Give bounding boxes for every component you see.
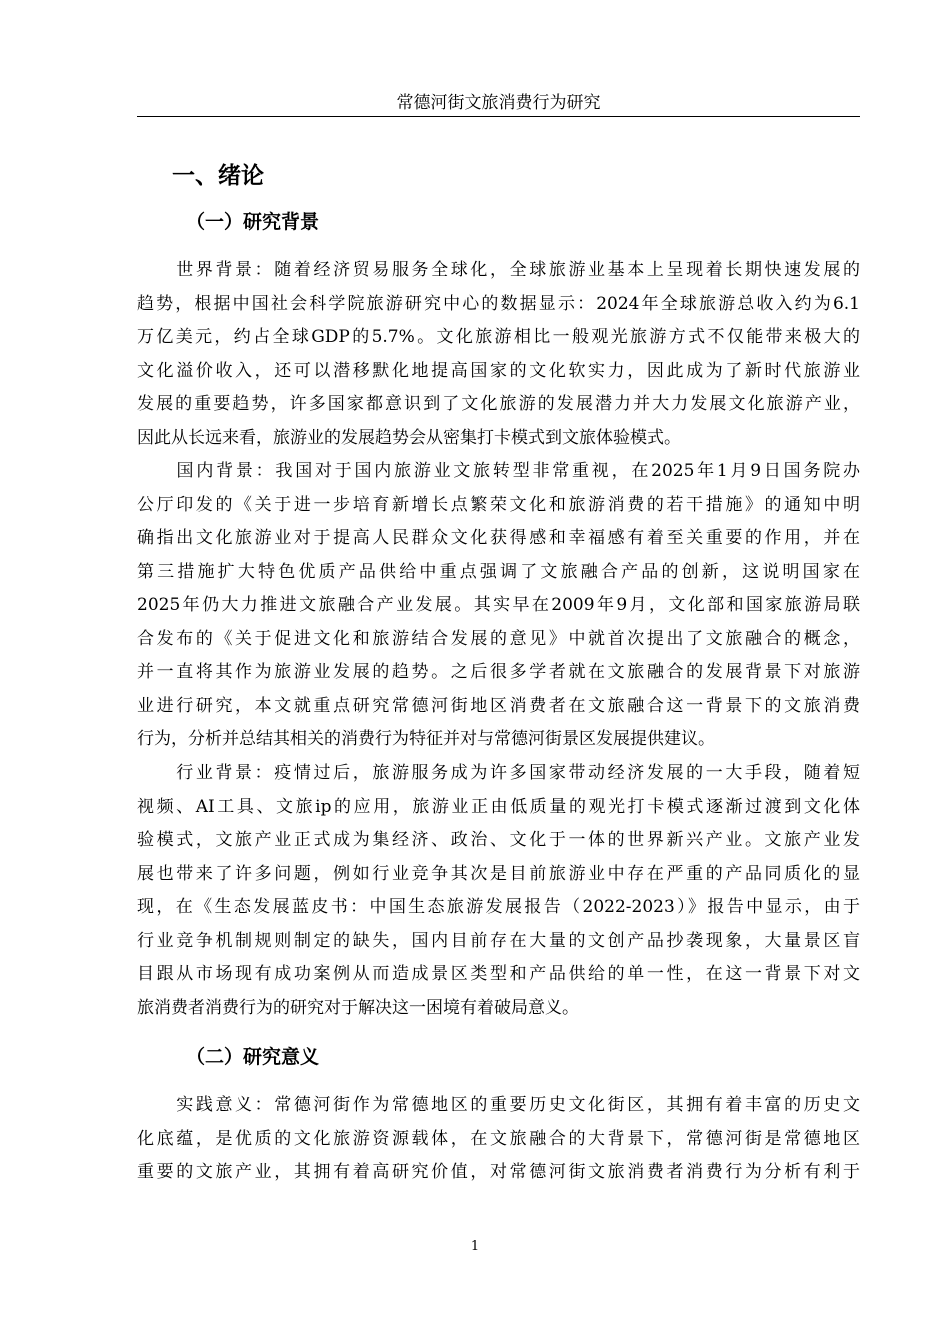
paragraph-industry-background (137, 757, 860, 1025)
text-line: 发展的重要趋势，许多国家都意识到了文化旅游的发展潜力并大力发展文化旅游产业， (137, 394, 860, 414)
text-line: 行为，分析并总结其相关的消费行为特征并对与常德河街景区发展提供建议。 (137, 729, 715, 749)
text-line: 并一直将其作为旅游业发展的趋势。之后很多学者就在文旅融合的发展背景下对旅游 (137, 662, 860, 682)
text-line: 因此从长远来看，旅游业的发展趋势会从密集打卡模式到文旅体验模式。 (137, 427, 681, 448)
text-line: 验模式，文旅产业正式成为集经济、政治、文化于一体的世界新兴产业。文旅产业发 (137, 830, 860, 850)
page-number: 1 (470, 1239, 480, 1254)
paragraph-practical-significance (137, 1089, 860, 1190)
paragraph-world-background (137, 254, 860, 455)
subsection-heading-significance: （二）研究意义 (186, 1046, 320, 1068)
running-header: 常德河街文旅消费行为研究 (137, 92, 860, 117)
text-line: 文化溢价收入，还可以潜移默化地提高国家的文化软实力，因此成为了新时代旅游业 (137, 360, 860, 381)
text-line: 展也带来了许多问题，例如行业竞争其次是目前旅游业中存在严重的产品同质化的显 (137, 863, 860, 884)
text-line: 重要的文旅产业，其拥有着高研究价值，对常德河街文旅消费者消费行为分析有利于 (137, 1162, 860, 1182)
text-line: 万亿美元，约占全球GDP的5.7%。文化旅游相比一般观光旅游方式不仅能带来极大的 (137, 327, 860, 347)
paragraph-domestic-background (137, 455, 860, 757)
text-line: 2025年仍大力推进文旅融合产业发展。其实早在2009年9月，文化部和国家旅游局联 (137, 595, 860, 615)
text-line: 化底蕴，是优质的文化旅游资源载体，在文旅融合的大背景下，常德河街是常德地区 (137, 1128, 860, 1149)
text-line: 趋势，根据中国社会科学院旅游研究中心的数据显示：2024年全球旅游总收入约为6.1 (137, 293, 860, 314)
text-line: 确指出文化旅游业对于提高人民群众文化获得感和幸福感有着至关重要的作用，并在 (137, 528, 860, 548)
text-line: 公厅印发的《关于进一步培育新增长点繁荣文化和旅游消费的若干措施》的通知中明 (137, 494, 860, 515)
subsection-heading-background: （一）研究背景 (186, 211, 320, 233)
section-heading: 一、绪论 (172, 163, 264, 189)
text-line: 世界背景：随着经济贸易服务全球化，全球旅游业基本上呈现着长期快速发展的 (137, 260, 860, 280)
text-line: 旅消费者消费行为的研究对于解决这一困境有着破局意义。 (137, 997, 579, 1018)
text-line: 实践意义：常德河街作为常德地区的重要历史文化街区，其拥有着丰富的历史文 (137, 1095, 860, 1115)
text-line: 目跟从市场现有成功案例从而造成景区类型和产品供给的单一性，在这一背景下对文 (137, 964, 860, 984)
text-line: 视频、AI工具、文旅ip的应用，旅游业正由低质量的观光打卡模式逐渐过渡到文化体 (137, 796, 860, 817)
text-line: 合发布的《关于促进文化和旅游结合发展的意见》中就首次提出了文旅融合的概念， (137, 628, 860, 649)
text-line: 业进行研究，本文就重点研究常德河街地区消费者在文旅融合这一背景下的文旅消费 (137, 695, 860, 716)
text-line: 第三措施扩大特色优质产品供给中重点强调了文旅融合产品的创新，这说明国家在 (137, 561, 860, 582)
text-line: 国内背景：我国对于国内旅游业文旅转型非常重视，在2025年1月9日国务院办 (137, 461, 860, 481)
text-line: 行业背景：疫情过后，旅游服务成为许多国家带动经济发展的一大手段，随着短 (137, 763, 860, 783)
text-line: 现，在《生态发展蓝皮书：中国生态旅游发展报告（2022-2023）》报告中显示，由于 (137, 897, 860, 917)
text-line: 行业竞争机制规则制定的缺失，国内目前存在大量的文创产品抄袭现象，大量景区盲 (137, 930, 860, 951)
